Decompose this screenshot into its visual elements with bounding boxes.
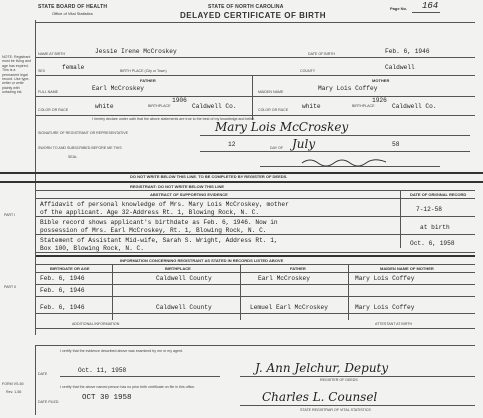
mother-birthplace-label: BIRTHPLACE: [352, 104, 375, 108]
abstract-label: ABSTRACT OF SUPPORTING EVIDENCE: [150, 192, 228, 197]
evidence-line-6: Box 100, Blowing Rock, N. C.: [40, 245, 144, 252]
col-mother: MAIDEN NAME OF MOTHER: [380, 266, 434, 271]
row3-mother: Mary Lois Coffey: [355, 304, 415, 311]
agency-left: STATE BOARD OF HEALTH: [38, 4, 108, 10]
row2-date: Feb. 6, 1946: [40, 287, 85, 294]
day-of-label: DAY OF: [270, 146, 284, 150]
cert-date-value: Oct. 11, 1958: [78, 367, 127, 374]
filed-stamp: OCT 30 1958: [82, 394, 132, 402]
col-birthplace: BIRTHPLACE: [165, 266, 191, 271]
county-value: Caldwell: [385, 64, 415, 71]
evidence-date-1: 7-12-58: [416, 206, 442, 213]
mother-color-value: white: [302, 103, 321, 110]
rev-label: Rev. 1-56: [6, 390, 22, 394]
mother-birthplace-year: 1926: [372, 97, 387, 104]
declaration-statement: I hereby declare under oath that the above statements are true to the best of my knowledge and belief.: [92, 117, 256, 121]
father-color-value: white: [95, 103, 114, 110]
county-label: COUNTY: [300, 69, 316, 73]
row1-date: Feb. 6, 1946: [40, 275, 85, 282]
registrant-warning: REGISTRANT: DO NOT WRITE BELOW THIS LINE: [130, 184, 224, 189]
sworn-month: July: [292, 137, 316, 151]
deputy-signature: J. Ann Jelchur, Deputy: [255, 361, 389, 375]
mother-birthplace-value: Caldwell Co.: [392, 103, 437, 110]
filed-label: DATE FILED: [38, 400, 59, 404]
father-name-label: FULL NAME: [38, 90, 59, 94]
sex-label: SEX: [38, 69, 46, 73]
sworn-label: SWORN TO AND SUBSCRIBED BEFORE ME THIS: [38, 146, 122, 150]
mother-name-value: Mary Lois Coffey: [318, 85, 378, 92]
mother-color-label: COLOR OR RACE: [258, 108, 289, 112]
office-left: Office of Vital Statistics: [52, 11, 93, 16]
part2-label: PART II: [4, 285, 17, 289]
father-label: FATHER: [140, 78, 156, 83]
evidence-line-3: Bible record shows applicant's birthdate as Feb. 6, 1946. Now in: [40, 219, 278, 226]
evidence-line-2: of the applicant. Age 32-Address Rt. 1, Blowing Rock, N. C.: [40, 209, 260, 216]
row3-date: Feb. 6, 1946: [40, 304, 85, 311]
side-note: NOTE: Registrant must be living and age has expired. This is a permanent legal record. Use type-writer or write plainly with unfading ink.: [2, 55, 31, 95]
cert-date-label: DATE: [38, 372, 48, 376]
page-no-label: Page No.: [390, 6, 408, 11]
evidence-date-3: Oct. 6, 1958: [410, 240, 455, 247]
father-birthplace-year: 1906: [172, 97, 187, 104]
row3-father: Lemuel Earl McCroskey: [250, 304, 328, 311]
signature-label: SIGNATURE OF REGISTRANT OR REPRESENTATIVE: [38, 131, 128, 135]
date-original-label: DATE OF ORIGINAL RECORD: [410, 192, 467, 197]
seal-label: SEAL: [68, 155, 78, 159]
divider-text: DO NOT WRITE BELOW THIS LINE. TO BE COMPLETED BY REGISTER OF DEEDS.: [130, 174, 288, 179]
row1-father: Earl McCroskey: [258, 275, 310, 282]
filed-statement: I certify that the above named person has no prior birth certificate on file in this office.: [60, 385, 196, 389]
register-label: REGISTER OF DEEDS: [320, 378, 358, 382]
document-title: DELAYED CERTIFICATE OF BIRTH: [180, 11, 327, 20]
registrant-signature: Mary Lois McCroskey: [215, 120, 349, 134]
father-birthplace-label: BIRTHPLACE: [148, 104, 171, 108]
birthplace-label: BIRTH PLACE (City or Town): [120, 69, 167, 73]
attestant-label: ATTESTANT AT BIRTH: [375, 322, 413, 326]
col-father: FATHER: [290, 266, 306, 271]
name-label: NAME AT BIRTH: [38, 52, 66, 56]
sworn-day: 12: [228, 141, 236, 148]
registrar-signature: Charles L. Counsel: [262, 390, 378, 404]
row3-birthplace: Caldwell County: [156, 304, 212, 311]
agency-right: STATE OF NORTH CAROLINA: [208, 4, 284, 10]
date-value: Feb. 6, 1946: [385, 48, 430, 55]
form-label: FORM VS-60: [2, 382, 24, 386]
additional-info-label: ADDITIONAL INFORMATION: [72, 322, 120, 326]
father-color-label: COLOR OR RACE: [38, 108, 69, 112]
col-birthdate: BIRTHDATE OR AGE: [50, 266, 90, 271]
state-registrar-label: STATE REGISTRAR OF VITAL STATISTICS: [300, 408, 371, 412]
sworn-year: 58: [392, 141, 400, 148]
father-birthplace-value: Caldwell Co.: [192, 103, 237, 110]
mother-name-label: MAIDEN NAME: [258, 90, 284, 94]
examined-statement: I certify that the evidence described above was examined by me or my agent.: [60, 349, 184, 353]
row1-birthplace: Caldwell County: [156, 275, 212, 282]
evidence-date-2: at birth: [420, 224, 450, 231]
part1-label: PART I: [4, 213, 16, 217]
information-heading: INFORMATION CONCERNING REGISTRANT AS STATED IN RECORDS LISTED ABOVE: [120, 258, 284, 263]
page-no-value: 164: [422, 1, 439, 11]
evidence-line-5: Statement of Assistant Mid-wife, Sarah S. Wright, Address Rt. 1,: [40, 237, 278, 244]
name-value: Jessie Irene McCroskey: [95, 48, 177, 55]
date-label: DATE OF BIRTH: [308, 52, 336, 56]
sex-value: female: [62, 64, 85, 71]
row1-mother: Mary Lois Coffey: [355, 275, 415, 282]
evidence-line-1: Affidavit of personal knowledge of Mrs. Mary Lois McCroskey, mother: [40, 201, 289, 208]
evidence-line-4: possession of Mrs. Earl McCroskey, Rt. 1, Blowing Rock, N. C.: [40, 227, 267, 234]
mother-label: MOTHER: [372, 78, 390, 83]
father-name-value: Earl McCroskey: [92, 85, 144, 92]
